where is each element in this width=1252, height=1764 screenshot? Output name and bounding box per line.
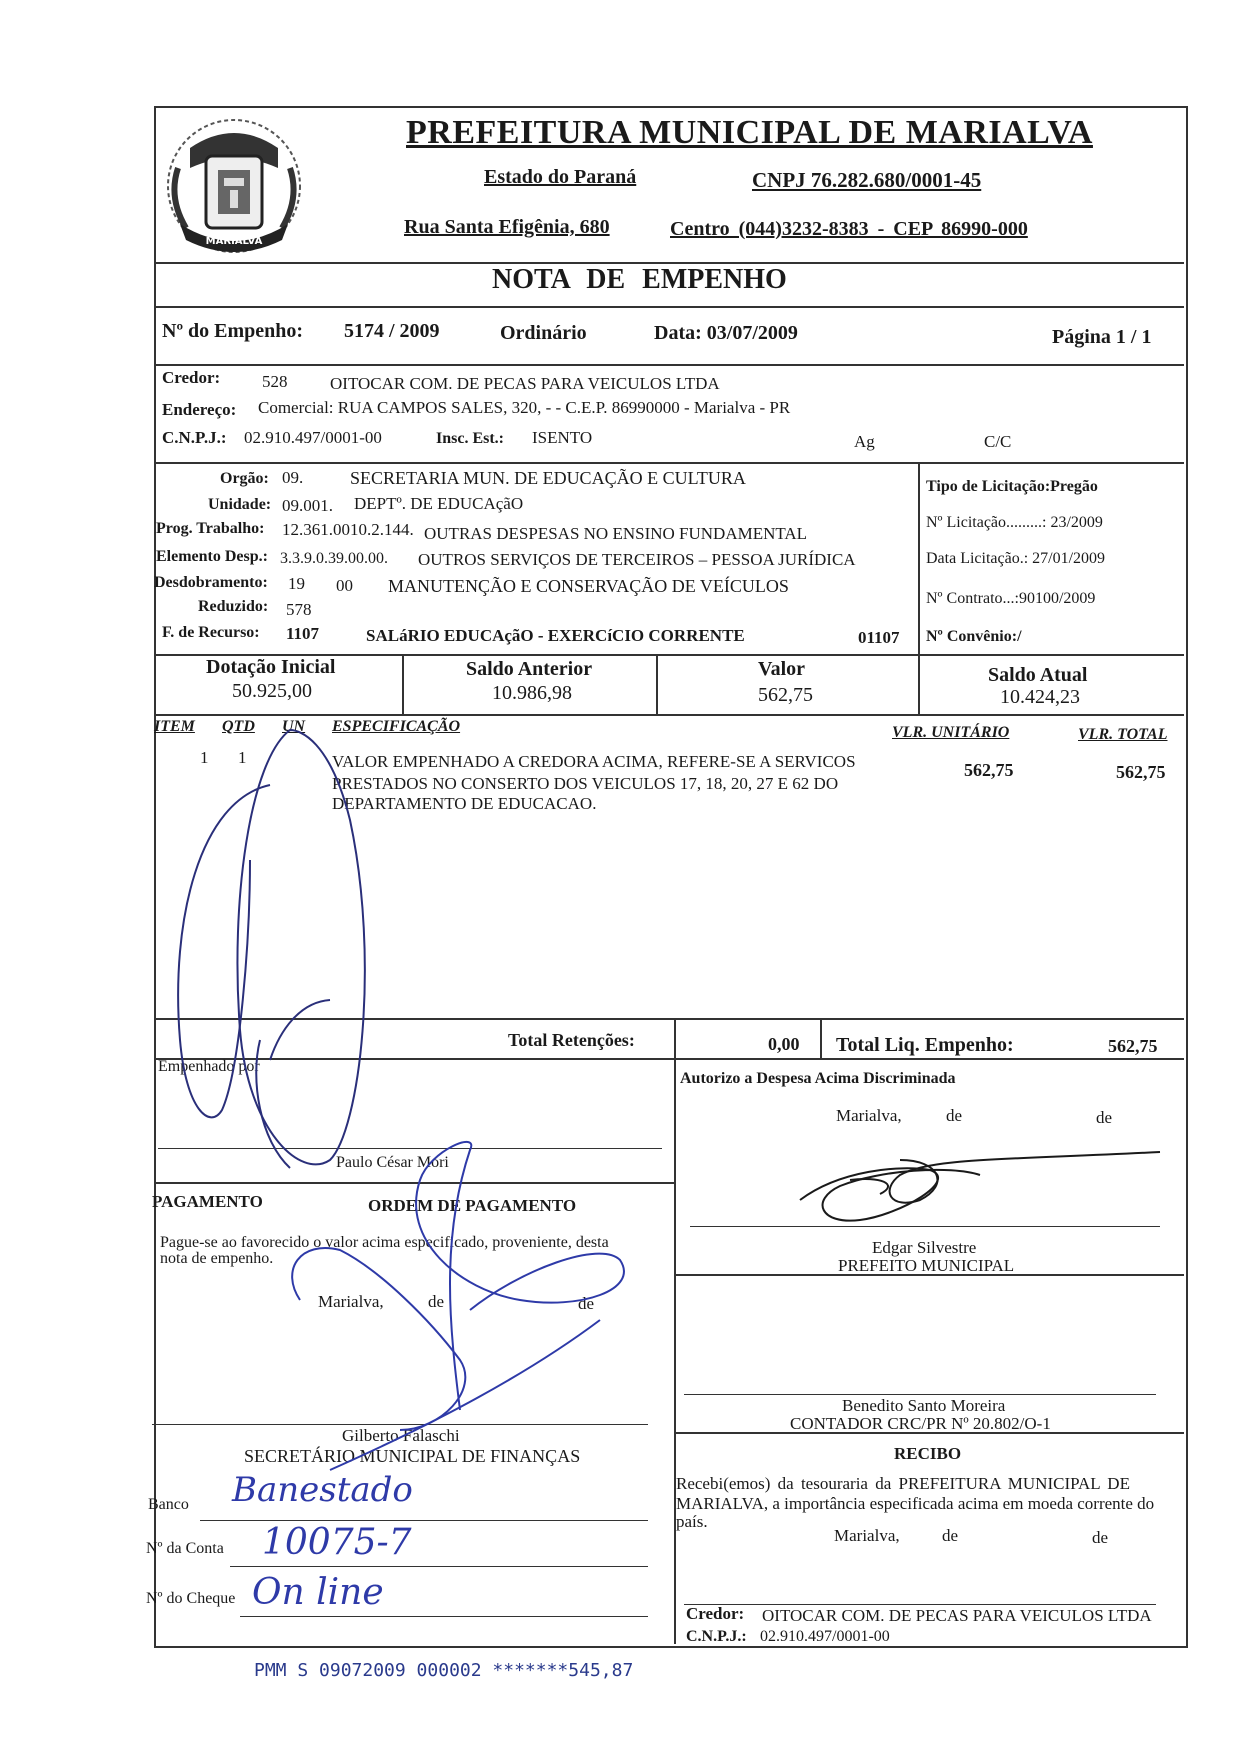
- orgao-label: Orgão:: [220, 470, 269, 487]
- banco-label: Banco: [148, 1496, 189, 1513]
- saldo-atual-label: Saldo Atual: [988, 664, 1088, 686]
- col-un: UN: [282, 718, 306, 735]
- credor-address: Comercial: RUA CAMPOS SALES, 320, - - C.E.P. 86990000 - Marialva - PR: [258, 398, 791, 417]
- unidade-label: Unidade:: [208, 496, 272, 513]
- fonte-num: 01107: [858, 628, 900, 647]
- recibo-place: Marialva,: [834, 1526, 900, 1545]
- header-address: Rua Santa Efigênia, 680: [404, 216, 610, 238]
- recibo-text: país.: [676, 1512, 708, 1531]
- item-unit-value: 562,75: [964, 760, 1014, 780]
- divider: [154, 1182, 674, 1184]
- divider: [820, 1018, 822, 1058]
- divider: [154, 714, 1184, 716]
- recibo-de1: de: [942, 1526, 959, 1545]
- desd-label: Desdobramento:: [154, 574, 268, 591]
- ie-value: ISENTO: [532, 428, 593, 447]
- address-label: Endereço:: [162, 400, 237, 419]
- recibo-de2: de: [1092, 1528, 1109, 1547]
- ie-label: Insc. Est.:: [436, 430, 505, 447]
- signature-line: [158, 1148, 662, 1149]
- valor-value: 562,75: [758, 684, 813, 706]
- cheque-line: [240, 1616, 648, 1617]
- item-spec-line: VALOR EMPENHADO A CREDORA ACIMA, REFERE-SE A SERVICOS: [332, 752, 856, 771]
- fonte-code: 1107: [286, 624, 320, 643]
- unidade-code: 09.001.: [282, 496, 333, 515]
- banco-line: [200, 1520, 648, 1521]
- recibo-cnpj: 02.910.497/0001-00: [760, 1628, 890, 1645]
- valor-label: Valor: [758, 658, 806, 680]
- credor-cnpj: 02.910.497/0001-00: [244, 428, 382, 447]
- pagamento-de1: de: [428, 1292, 445, 1311]
- elem-name: OUTROS SERVIÇOS DE TERCEIROS – PESSOA JURÍDICA: [418, 550, 856, 569]
- cheque-value: On line: [252, 1572, 384, 1613]
- pagamento-label: PAGAMENTO: [152, 1192, 263, 1211]
- desd-name: MANUTENÇÃO E CONSERVAÇÃO DE VEÍCULOS: [388, 576, 789, 596]
- saldo-anterior-label: Saldo Anterior: [466, 658, 593, 680]
- credor-cnpj-label: C.N.P.J.:: [162, 428, 227, 447]
- reduzido-label: Reduzido:: [198, 598, 269, 615]
- empenho-date: Data: 03/07/2009: [654, 322, 798, 344]
- prefeito-name: Edgar Silvestre: [872, 1238, 977, 1257]
- col-spec: ESPECIFICAÇÃO: [332, 718, 461, 735]
- col-item: ITEM: [154, 718, 195, 735]
- retencoes-value: 0,00: [768, 1034, 800, 1054]
- pagamento-text: nota de empenho.: [160, 1250, 274, 1267]
- retencoes-label: Total Retenções:: [508, 1030, 635, 1050]
- autorizo-de1: de: [946, 1106, 963, 1125]
- item-qtd: 1: [238, 748, 247, 767]
- empenho-label: Nº do Empenho:: [162, 320, 304, 342]
- doc-title: NOTA DE EMPENHO: [492, 264, 787, 295]
- licitacao-numero: Nº Licitação.........: 23/2009: [926, 514, 1103, 531]
- fonte-label: F. de Recurso:: [162, 624, 260, 641]
- autorizo-label: Autorizo a Despesa Acima Discriminada: [680, 1070, 956, 1087]
- liquido-value: 562,75: [1108, 1036, 1158, 1056]
- col-qtd: QTD: [222, 718, 255, 735]
- recibo-cnpj-label: C.N.P.J.:: [686, 1628, 747, 1645]
- prog-name: OUTRAS DESPESAS NO ENSINO FUNDAMENTAL: [424, 524, 808, 543]
- signature-line: [690, 1226, 1160, 1227]
- secretario-role: SECRETÁRIO MUNICIPAL DE FINANÇAS: [244, 1446, 581, 1466]
- header-district-phone: Centro (044)3232-8383 - CEP 86990-000: [670, 218, 1028, 240]
- divider: [154, 364, 1184, 366]
- dotacao-value: 50.925,00: [232, 680, 312, 702]
- empenhado-label: Empenhado por: [158, 1058, 260, 1075]
- autorizo-place: Marialva,: [836, 1106, 902, 1125]
- signature-line: [684, 1394, 1156, 1395]
- divider: [154, 1058, 1184, 1060]
- recibo-credor-label: Credor:: [686, 1604, 745, 1623]
- pagamento-de2: de: [578, 1294, 595, 1313]
- banco-value: Banestado: [232, 1470, 413, 1510]
- ordem-pagamento-label: ORDEM DE PAGAMENTO: [368, 1196, 577, 1215]
- item-total-value: 562,75: [1116, 762, 1166, 782]
- recibo-credor: OITOCAR COM. DE PECAS PARA VEICULOS LTDA: [762, 1606, 1152, 1625]
- cc-label: C/C: [984, 432, 1012, 451]
- ag-label: Ag: [854, 432, 875, 451]
- secretario-name: Gilberto Falaschi: [342, 1426, 460, 1445]
- divider: [154, 306, 1184, 308]
- credor-label: Credor:: [162, 368, 221, 387]
- divider: [918, 462, 920, 714]
- reduzido-value: 578: [286, 600, 312, 619]
- desd-b: 00: [336, 576, 353, 595]
- desd-a: 19: [288, 574, 305, 593]
- credor-name: OITOCAR COM. DE PECAS PARA VEICULOS LTDA: [330, 374, 720, 393]
- pagamento-place: Marialva,: [318, 1292, 384, 1311]
- recibo-text: Recebi(emos) da tesouraria da PREFEITURA MUNICIPAL DE: [676, 1474, 1130, 1493]
- dotacao-label: Dotação Inicial: [206, 656, 336, 678]
- item-number: 1: [200, 748, 209, 767]
- licitacao-data: Data Licitação.: 27/01/2009: [926, 550, 1106, 567]
- divider: [154, 1018, 1184, 1020]
- contador-role: CONTADOR CRC/PR Nº 20.802/O-1: [790, 1414, 1051, 1433]
- municipal-seal-icon: [160, 108, 308, 258]
- pagamento-text: Pague-se ao favorecido o valor acima especificado, proveniente, desta: [160, 1234, 609, 1251]
- cheque-label: Nº do Cheque: [146, 1590, 236, 1607]
- divider: [674, 1018, 676, 1644]
- liquido-label: Total Liq. Empenho:: [836, 1034, 1014, 1056]
- header-title: PREFEITURA MUNICIPAL DE MARIALVA: [406, 114, 1093, 151]
- empenho-type: Ordinário: [500, 322, 587, 344]
- signature-line: [684, 1604, 1156, 1605]
- elem-code: 3.3.9.0.39.00.00.: [280, 550, 388, 567]
- col-unit: VLR. UNITÁRIO: [892, 724, 1010, 741]
- conta-line: [230, 1566, 648, 1567]
- header-state: Estado do Paraná: [484, 166, 637, 188]
- unidade-name: DEPTº. DE EDUCAçãO: [354, 494, 524, 513]
- header-cnpj: CNPJ 76.282.680/0001-45: [752, 168, 982, 192]
- credor-code: 528: [262, 372, 288, 391]
- conta-label: Nº da Conta: [146, 1540, 224, 1557]
- prog-code: 12.361.0010.2.144.: [282, 520, 414, 539]
- item-spec-line: DEPARTAMENTO DE EDUCACAO.: [332, 794, 597, 813]
- divider: [154, 462, 1184, 464]
- recibo-text: MARIALVA, a importância especificada acima em moeda corrente do: [676, 1494, 1155, 1513]
- elem-label: Elemento Desp.:: [156, 548, 268, 565]
- signature-line: [152, 1424, 648, 1425]
- orgao-code: 09.: [282, 468, 304, 487]
- recibo-title: RECIBO: [894, 1444, 962, 1463]
- item-spec-line: PRESTADOS NO CONSERTO DOS VEICULOS 17, 18, 20, 27 E 62 DO: [332, 774, 839, 793]
- prefeito-role: PREFEITO MUNICIPAL: [838, 1256, 1015, 1275]
- orgao-name: SECRETARIA MUN. DE EDUCAÇÃO E CULTURA: [350, 468, 746, 488]
- svg-text:MARIALVA: MARIALVA: [205, 236, 263, 247]
- licitacao-tipo: Tipo de Licitação:Pregão: [926, 478, 1098, 495]
- divider: [402, 654, 404, 714]
- licitacao-contrato: Nº Contrato...:90100/2009: [926, 590, 1096, 607]
- conta-value: 10075-7: [262, 1522, 412, 1563]
- col-total: VLR. TOTAL: [1078, 726, 1168, 743]
- fonte-name: SALáRIO EDUCAçãO - EXERCíCIO CORRENTE: [366, 626, 745, 645]
- contador-name: Benedito Santo Moreira: [842, 1396, 1006, 1415]
- autorizo-de2: de: [1096, 1108, 1113, 1127]
- divider: [656, 654, 658, 714]
- saldo-anterior-value: 10.986,98: [492, 682, 572, 704]
- footer-stamp: PMM S 09072009 000002 *******545,87: [254, 1660, 634, 1681]
- empenho-number: 5174 / 2009: [344, 320, 440, 342]
- page-number: Página 1 / 1: [1052, 326, 1152, 348]
- prog-label: Prog. Trabalho:: [156, 520, 265, 537]
- empenhado-name: Paulo César Mori: [336, 1154, 449, 1171]
- saldo-atual-value: 10.424,23: [1000, 686, 1080, 708]
- licitacao-convenio: Nº Convênio:/: [926, 628, 1022, 645]
